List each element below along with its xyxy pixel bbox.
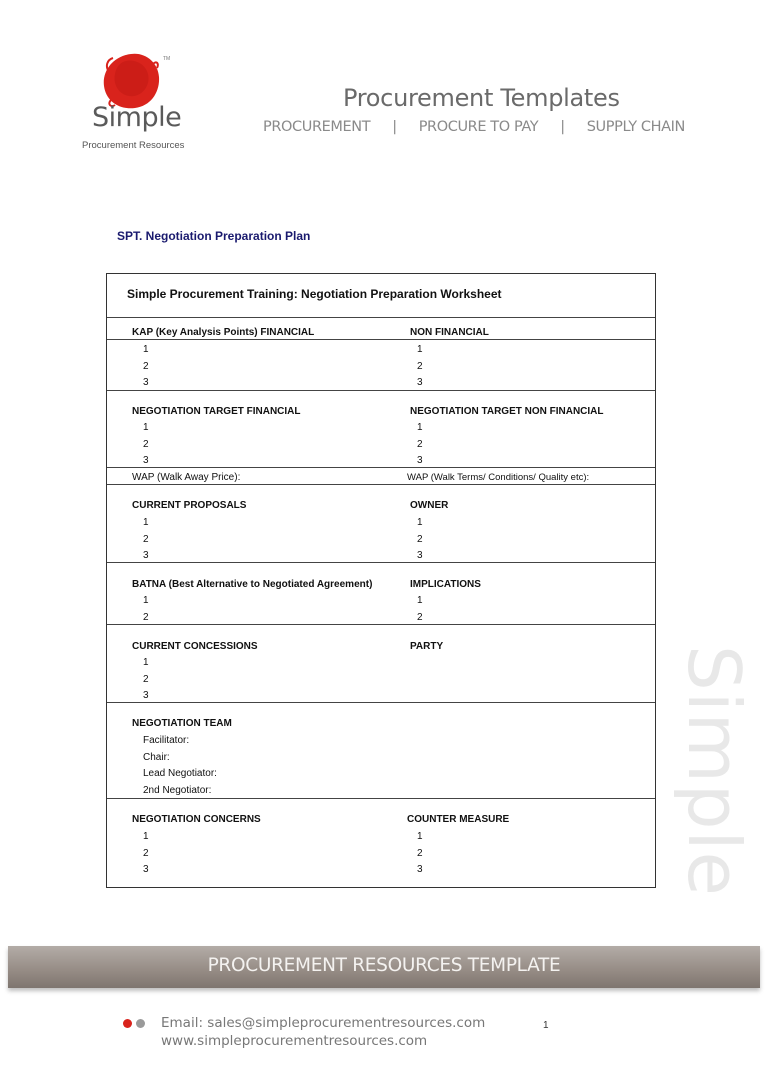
gray-dot-icon bbox=[136, 1019, 145, 1028]
proposal-item-1: 1 bbox=[143, 517, 149, 528]
target-non-financial-item-1: 1 bbox=[417, 422, 423, 433]
footer-email[interactable]: Email: sales@simpleprocurementresources.com bbox=[161, 1015, 486, 1031]
nav-separator: | bbox=[560, 119, 565, 135]
section-divider bbox=[107, 702, 655, 703]
section-divider bbox=[107, 798, 655, 799]
proposal-item-3: 3 bbox=[143, 550, 149, 561]
counter-measure-item-3: 3 bbox=[417, 864, 423, 875]
target-financial-item-2: 2 bbox=[143, 439, 149, 450]
trademark-mark: TM bbox=[163, 56, 171, 62]
section-divider bbox=[107, 562, 655, 563]
owner-item-2: 2 bbox=[417, 534, 423, 545]
counter-measure-item-2: 2 bbox=[417, 848, 423, 859]
concern-item-2: 2 bbox=[143, 848, 149, 859]
non-financial-heading: NON FINANCIAL bbox=[410, 327, 489, 338]
header-nav bbox=[263, 119, 685, 135]
company-logo bbox=[80, 52, 200, 152]
document-title: SPT. Negotiation Preparation Plan bbox=[117, 229, 311, 243]
nav-procurement: PROCUREMENT bbox=[263, 119, 371, 135]
footer-banner-text: PROCUREMENT RESOURCES TEMPLATE bbox=[207, 955, 561, 976]
footer-banner bbox=[8, 946, 760, 988]
walk-away-price-label: WAP (Walk Away Price): bbox=[132, 472, 241, 483]
logo-wordmark: Simple bbox=[92, 102, 182, 133]
row-divider bbox=[107, 317, 655, 318]
target-non-financial-heading: NEGOTIATION TARGET NON FINANCIAL bbox=[410, 406, 604, 417]
section-divider bbox=[107, 624, 655, 625]
row-divider bbox=[107, 467, 655, 468]
concern-item-1: 1 bbox=[143, 831, 149, 842]
non-financial-item-3: 3 bbox=[417, 377, 423, 388]
watermark-text: Simple bbox=[672, 645, 756, 897]
current-proposals-heading: CURRENT PROPOSALS bbox=[132, 500, 247, 511]
owner-item-3: 3 bbox=[417, 550, 423, 561]
implications-item-2: 2 bbox=[417, 612, 423, 623]
target-financial-item-1: 1 bbox=[143, 422, 149, 433]
section-divider bbox=[107, 390, 655, 391]
team-role-2nd-negotiator: 2nd Negotiator: bbox=[143, 785, 212, 796]
batna-item-2: 2 bbox=[143, 612, 149, 623]
target-non-financial-item-2: 2 bbox=[417, 439, 423, 450]
team-role-chair: Chair: bbox=[143, 752, 170, 763]
team-role-lead-negotiator: Lead Negotiator: bbox=[143, 768, 217, 779]
kap-item-3: 3 bbox=[143, 377, 149, 388]
section-divider bbox=[107, 484, 655, 485]
owner-item-1: 1 bbox=[417, 517, 423, 528]
target-financial-heading: NEGOTIATION TARGET FINANCIAL bbox=[132, 406, 301, 417]
footer-website[interactable]: www.simpleprocurementresources.com bbox=[161, 1033, 428, 1049]
team-role-facilitator: Facilitator: bbox=[143, 735, 190, 746]
nav-procure-to-pay: PROCURE TO PAY bbox=[418, 119, 539, 135]
simple-watermark bbox=[672, 645, 766, 905]
kap-heading: KAP (Key Analysis Points) FINANCIAL bbox=[132, 327, 315, 338]
counter-measure-item-1: 1 bbox=[417, 831, 423, 842]
concession-item-3: 3 bbox=[143, 690, 149, 701]
non-financial-item-2: 2 bbox=[417, 361, 423, 372]
current-concessions-heading: CURRENT CONCESSIONS bbox=[132, 641, 258, 652]
nav-separator: | bbox=[392, 119, 397, 135]
target-non-financial-item-3: 3 bbox=[417, 455, 423, 466]
owner-heading: OWNER bbox=[410, 500, 449, 511]
concern-item-3: 3 bbox=[143, 864, 149, 875]
party-heading: PARTY bbox=[410, 641, 444, 652]
worksheet-table bbox=[106, 273, 656, 888]
concession-item-1: 1 bbox=[143, 657, 149, 668]
non-financial-item-1: 1 bbox=[417, 344, 423, 355]
red-dot-icon bbox=[123, 1019, 132, 1028]
negotiation-team-heading: NEGOTIATION TEAM bbox=[132, 718, 232, 729]
concession-item-2: 2 bbox=[143, 674, 149, 685]
batna-item-1: 1 bbox=[143, 595, 149, 606]
footer-bullet-icon bbox=[123, 1019, 153, 1029]
implications-heading: IMPLICATIONS bbox=[410, 579, 481, 590]
page-number: 1 bbox=[543, 1020, 549, 1031]
row-divider bbox=[107, 339, 655, 340]
target-financial-item-3: 3 bbox=[143, 455, 149, 466]
implications-item-1: 1 bbox=[417, 595, 423, 606]
kap-item-2: 2 bbox=[143, 361, 149, 372]
worksheet-title: Simple Procurement Training: Negotiation Preparation Worksheet bbox=[127, 287, 502, 301]
counter-measure-heading: COUNTER MEASURE bbox=[407, 814, 510, 825]
negotiation-concerns-heading: NEGOTIATION CONCERNS bbox=[132, 814, 261, 825]
logo-subtitle: Procurement Resources bbox=[82, 140, 185, 151]
proposal-item-2: 2 bbox=[143, 534, 149, 545]
header-title: Procurement Templates bbox=[343, 84, 620, 112]
nav-supply-chain: SUPPLY CHAIN bbox=[586, 119, 685, 135]
walk-terms-label: WAP (Walk Terms/ Conditions/ Quality etc): bbox=[407, 472, 590, 483]
kap-item-1: 1 bbox=[143, 344, 149, 355]
batna-heading: BATNA (Best Alternative to Negotiated Agreement) bbox=[132, 579, 373, 590]
